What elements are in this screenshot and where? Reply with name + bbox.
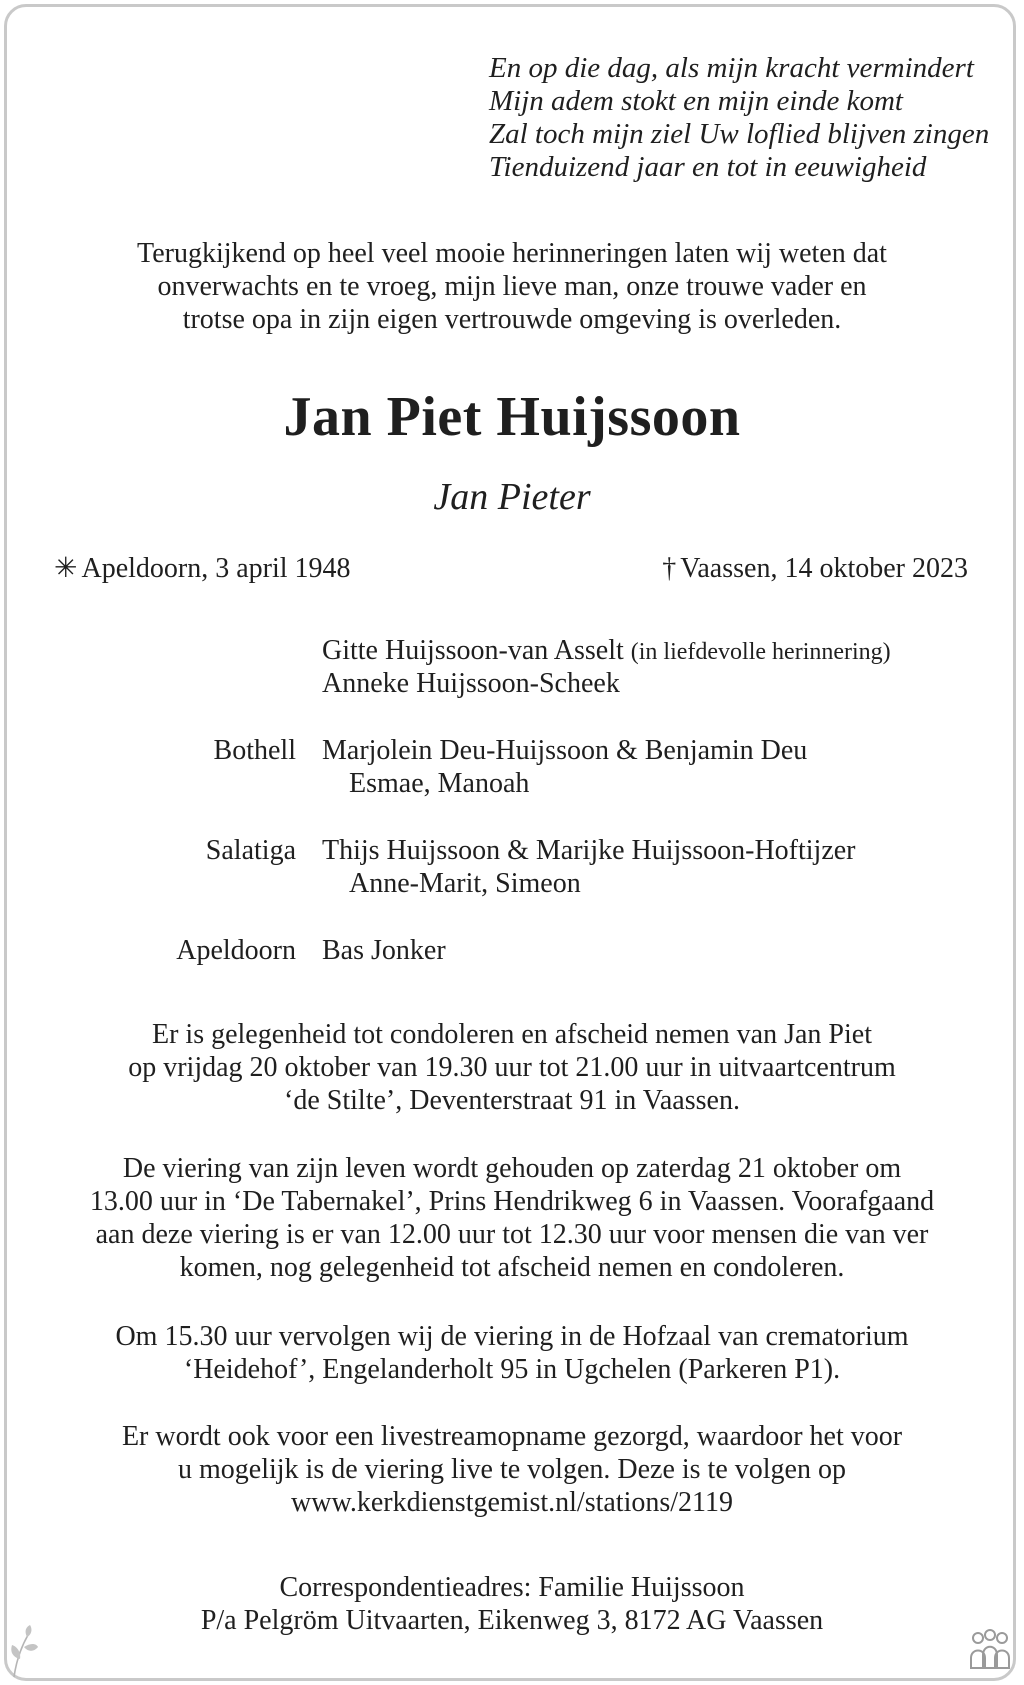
death-info [662,552,968,586]
family-place: Salatiga [205,835,296,866]
paragraph-line: op vrijdag 20 oktober van 19.30 uur tot 21.00 uur in uitvaartcentrum [128,1052,896,1083]
paragraph-line: P/a Pelgröm Uitvaarten, Eikenweg 3, 8172 AG Vaassen [200,1605,824,1636]
cross-icon: † [662,553,677,584]
paragraph-line: 13.00 uur in ‘De Tabernakel’, Prins Hendrikweg 6 in Vaassen. Voorafgaand [89,1186,935,1217]
family-names: Thijs Huijssoon & Marijke Huijssoon-Hoftijzer [322,835,856,866]
spouse-note: (in liefdevolle herinnering) [630,639,891,665]
correspondence-address [0,1571,1024,1637]
leaf-icon [8,1625,42,1679]
intro-line: Terugkijkend op heel veel mooie herinneringen laten wij weten dat [137,238,887,269]
paragraph-line: Om 15.30 uur vervolgen wij de viering in de Hofzaal van crematorium [115,1321,909,1352]
paragraph-line: Er is gelegenheid tot condoleren en afscheid nemen van Jan Piet [152,1019,872,1050]
livestream-paragraph [0,1420,1024,1519]
condolence-paragraph [0,1018,1024,1117]
family-logo-icon [966,1628,1014,1674]
birth-text: Apeldoorn, 3 april 1948 [81,553,351,584]
deceased-name: Jan Piet Huijssoon [283,386,741,448]
family-names: Bas Jonker [322,935,446,966]
poem [489,52,989,184]
spouse-name: Gitte Huijssoon-van Asselt [322,635,624,666]
spouse-name: Anneke Huijssoon-Scheek [322,668,620,699]
family-children: Anne-Marit, Simeon [349,868,581,899]
poem-line: Mijn adem stokt en mijn einde komt [489,85,903,117]
livestream-url: www.kerkdienstgemist.nl/stations/2119 [291,1487,733,1518]
paragraph-line: ‘Heidehof’, Engelanderholt 95 in Ugchelen (Parkeren P1). [183,1354,841,1385]
paragraph-line: Correspondentieadres: Familie Huijssoon [279,1572,745,1603]
asterisk-icon: ✳ [54,553,78,584]
family-children: Esmae, Manoah [349,768,530,799]
paragraph-line: komen, nog gelegenheid tot afscheid nemen en condoleren. [179,1252,845,1283]
paragraph-line: aan deze viering is er van 12.00 uur tot 12.30 uur voor mensen die van ver [95,1219,929,1250]
intro-text [0,237,1024,336]
cremation-paragraph [0,1320,1024,1386]
paragraph-line: ‘de Stilte’, Deventerstraat 91 in Vaassen. [284,1085,740,1116]
family-place: Bothell [213,735,296,766]
deceased-formal-name: Jan Pieter [433,476,591,518]
poem-line: En op die dag, als mijn kracht vermindert [489,52,974,84]
family-place: Apeldoorn [176,935,296,966]
intro-line: onverwachts en te vroeg, mijn lieve man, onze trouwe vader en [157,271,867,302]
paragraph-line: De viering van zijn leven wordt gehouden op zaterdag 21 oktober om [122,1153,902,1184]
poem-line: Zal toch mijn ziel Uw loflied blijven zingen [489,118,990,150]
paragraph-line: Er wordt ook voor een livestreamopname gezorgd, waardoor het voor [121,1421,903,1452]
paragraph-line: u mogelijk is de viering live te volgen. Deze is te volgen op [178,1454,846,1485]
family-names: Marjolein Deu-Huijssoon & Benjamin Deu [322,735,808,766]
birth-info [54,552,351,586]
family-names [322,634,891,669]
death-text: Vaassen, 14 oktober 2023 [680,553,968,584]
service-paragraph [0,1152,1024,1284]
intro-line: trotse opa in zijn eigen vertrouwde omgeving is overleden. [182,304,842,335]
poem-line: Tienduizend jaar en tot in eeuwigheid [489,151,927,183]
